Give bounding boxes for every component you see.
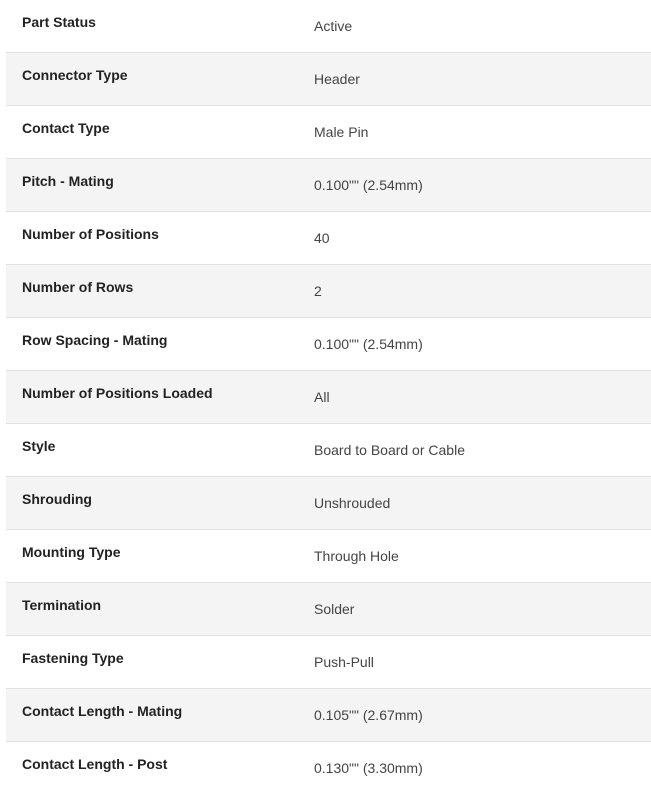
spec-value: 0.130"" (3.30mm) bbox=[314, 760, 423, 776]
spec-label: Contact Type bbox=[22, 120, 110, 136]
spec-row-pitch-mating bbox=[6, 159, 651, 212]
spec-label: Termination bbox=[22, 597, 102, 613]
product-attributes-table bbox=[6, 0, 651, 794]
spec-value: Active bbox=[314, 18, 353, 34]
spec-row-contact-length-mating bbox=[6, 689, 651, 742]
spec-label: Connector Type bbox=[22, 67, 128, 83]
spec-row-contact-type bbox=[6, 106, 651, 159]
spec-label: Part Status bbox=[22, 14, 96, 30]
spec-value: 40 bbox=[314, 230, 330, 246]
spec-value: Solder bbox=[314, 601, 355, 617]
spec-row-connector-type bbox=[6, 53, 651, 106]
spec-row-mounting-type bbox=[6, 530, 651, 583]
spec-row-termination bbox=[6, 583, 651, 636]
spec-label: Mounting Type bbox=[22, 544, 121, 560]
spec-row-part-status bbox=[6, 0, 651, 53]
spec-value: 0.100"" (2.54mm) bbox=[314, 177, 423, 193]
spec-row-number-of-positions bbox=[6, 212, 651, 265]
spec-row-style bbox=[6, 424, 651, 477]
spec-value: All bbox=[314, 389, 330, 405]
spec-row-number-of-rows bbox=[6, 265, 651, 318]
spec-label: Style bbox=[22, 438, 56, 454]
spec-row-row-spacing-mating bbox=[6, 318, 651, 371]
spec-value: 2 bbox=[314, 283, 322, 299]
spec-label: Number of Positions bbox=[22, 226, 159, 242]
spec-row-contact-length-post bbox=[6, 742, 651, 794]
spec-label: Row Spacing - Mating bbox=[22, 332, 168, 348]
spec-value: Unshrouded bbox=[314, 495, 391, 511]
spec-label: Shrouding bbox=[22, 491, 92, 507]
spec-value: Male Pin bbox=[314, 124, 369, 140]
spec-label: Pitch - Mating bbox=[22, 173, 114, 189]
spec-label: Contact Length - Mating bbox=[22, 703, 183, 719]
spec-value: Push-Pull bbox=[314, 654, 374, 670]
spec-label: Contact Length - Post bbox=[22, 756, 168, 772]
spec-row-fastening-type bbox=[6, 636, 651, 689]
spec-label: Number of Positions Loaded bbox=[22, 385, 213, 401]
spec-row-positions-loaded bbox=[6, 371, 651, 424]
spec-value: 0.100"" (2.54mm) bbox=[314, 336, 423, 352]
spec-value: Through Hole bbox=[314, 548, 399, 564]
spec-row-shrouding bbox=[6, 477, 651, 530]
spec-value: Header bbox=[314, 71, 360, 87]
spec-value: Board to Board or Cable bbox=[314, 442, 465, 458]
spec-label: Number of Rows bbox=[22, 279, 134, 295]
spec-value: 0.105"" (2.67mm) bbox=[314, 707, 423, 723]
spec-label: Fastening Type bbox=[22, 650, 124, 666]
